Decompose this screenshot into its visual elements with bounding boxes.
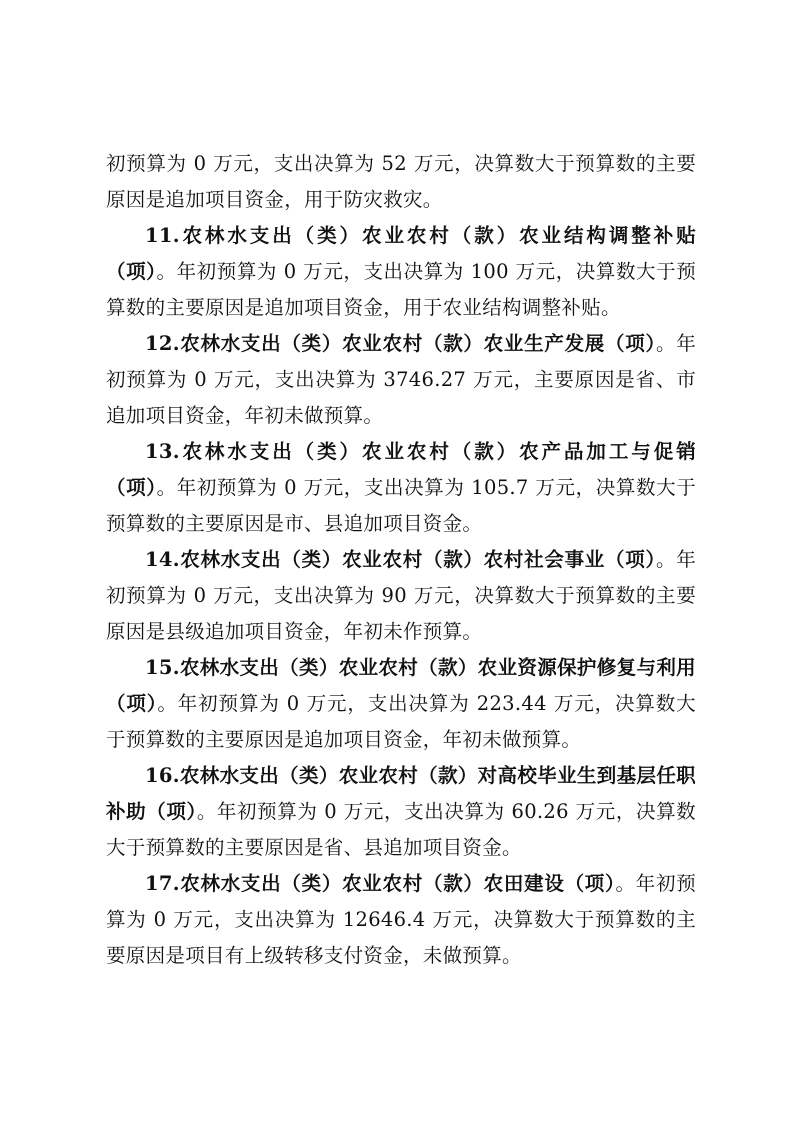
paragraph-item-15 — [106, 650, 696, 758]
paragraph-body: 。年初预算为 0 万元，支出决算为 12646.4 万元，决算数大于预算数的主要原因是项目有上级转移支付资金，未做预算。 — [106, 872, 696, 967]
item-heading: 12.农林水支出（类）农业农村（款）农业生产发展（项） — [145, 332, 656, 355]
paragraph-item-12 — [106, 326, 696, 434]
item-heading: 11.农林水支出（类）农业农村（款）农业结构调整补贴（项） — [106, 224, 696, 283]
paragraph-body: 。年初预算为 0 万元，支出决算为 100 万元，决算数大于预算数的主要原因是追加项目资金，用于农业结构调整补贴。 — [106, 260, 696, 319]
paragraph-body: 。年初预算为 0 万元，支出决算为 90 万元，决算数大于预算数的主要原因是县级追加项目资金，年初未作预算。 — [106, 548, 696, 643]
paragraph-continuation — [106, 146, 696, 218]
item-heading: 15.农林水支出（类）农业农村（款）农业资源保护修复与利用（项） — [106, 656, 696, 715]
paragraph-body: 。年初预算为 0 万元，支出决算为 105.7 万元，决算数大于预算数的主要原因是市、县追加项目资金。 — [106, 476, 697, 535]
paragraph-item-13 — [106, 434, 696, 542]
item-heading: 16.农林水支出（类）农业农村（款）对高校毕业生到基层任职补助（项） — [106, 764, 696, 823]
item-heading: 17.农林水支出（类）农业农村（款）农田建设（项） — [145, 872, 616, 895]
paragraph-body: 。年初预算为 0 万元，支出决算为 3746.27 万元，主要原因是省、市追加项目资金，年初未做预算。 — [106, 332, 696, 427]
document-page — [106, 146, 696, 974]
item-heading: 13.农林水支出（类）农业农村（款）农产品加工与促销（项） — [106, 440, 696, 499]
paragraph-item-11 — [106, 218, 696, 326]
item-heading: 14.农林水支出（类）农业农村（款）农村社会事业（项） — [145, 548, 656, 571]
paragraph-body: 。年初预算为 0 万元，支出决算为 60.26 万元，决算数大于预算数的主要原因是省、县追加项目资金。 — [106, 800, 696, 859]
paragraph-item-17 — [106, 866, 696, 974]
paragraph-item-14 — [106, 542, 696, 650]
paragraph-item-16 — [106, 758, 696, 866]
paragraph-body: 。年初预算为 0 万元，支出决算为 223.44 万元，决算数大于预算数的主要原因是追加项目资金，年初未做预算。 — [106, 692, 696, 751]
paragraph-body: 初预算为 0 万元，支出决算为 52 万元，决算数大于预算数的主要原因是追加项目资金，用于防灾救灾。 — [106, 152, 696, 211]
